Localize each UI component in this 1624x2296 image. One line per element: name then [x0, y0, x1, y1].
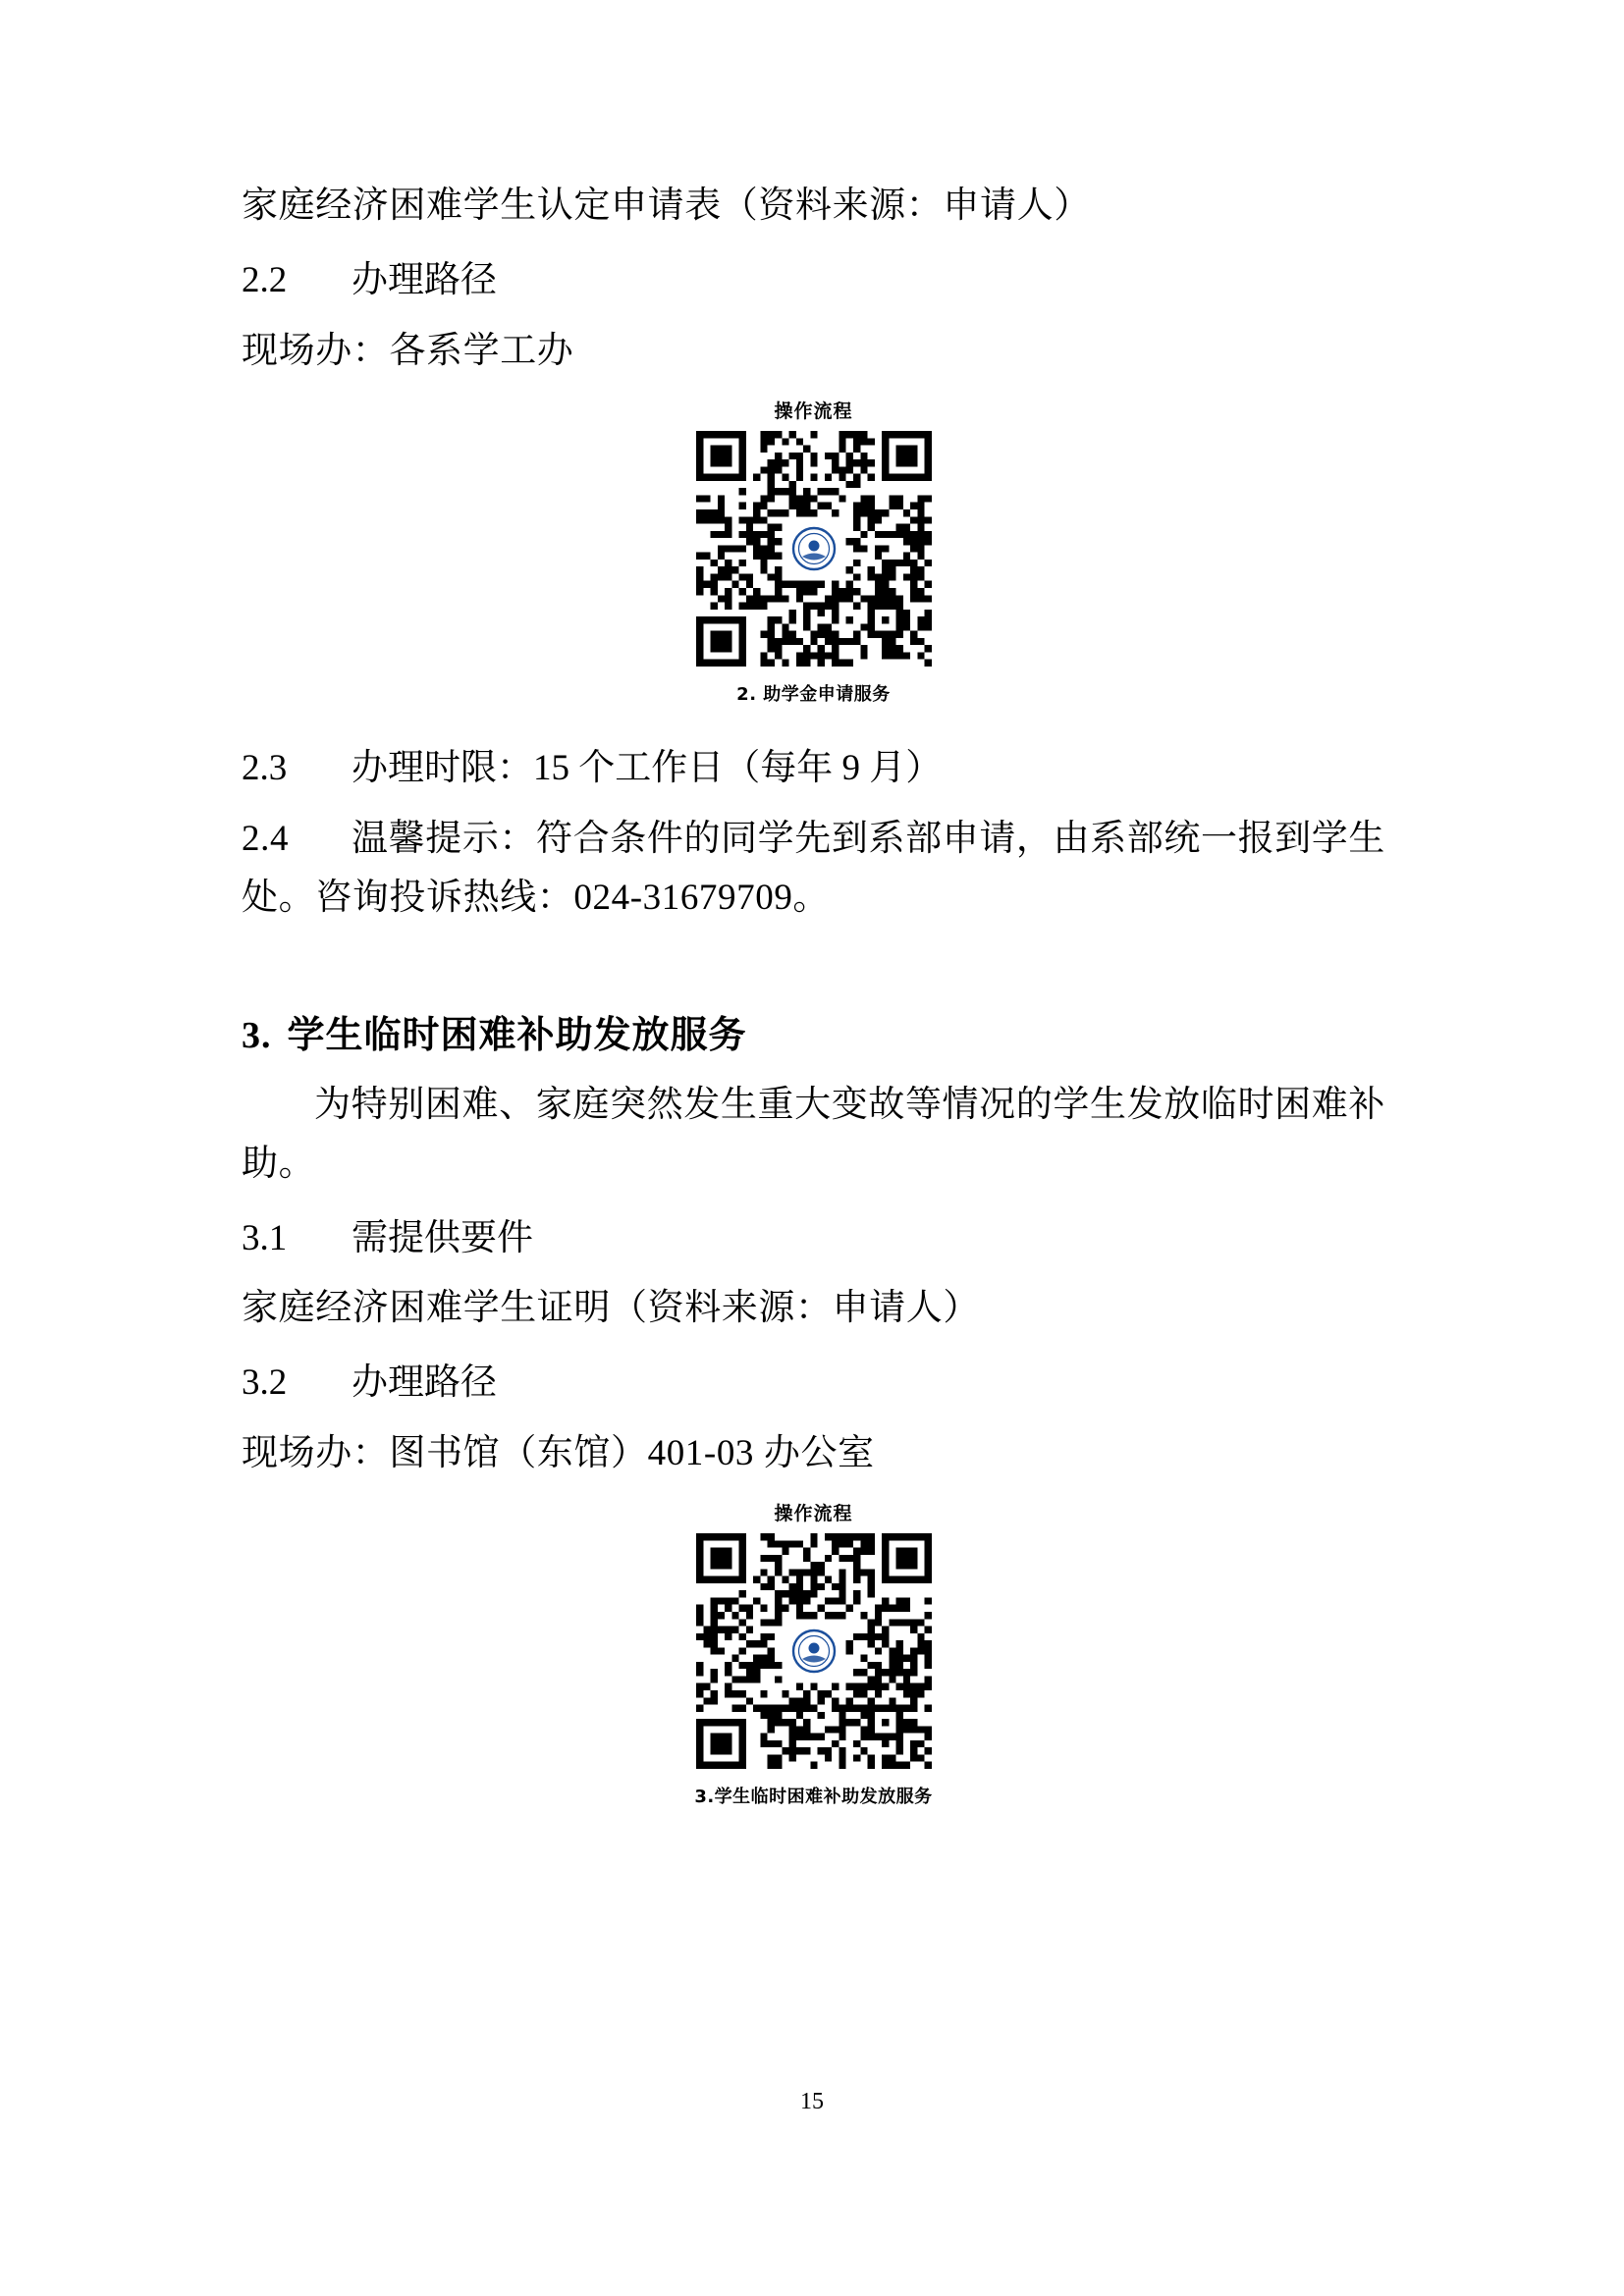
- heading-2-3-number: 2.3: [242, 747, 288, 788]
- qr-caption-top-scholarship: 操作流程: [774, 400, 853, 422]
- paragraph-2-4-text: 温馨提示：符合条件的同学先到系部申请，由系部统一报到学生处。咨询投诉热线：024-31679709。: [242, 818, 1385, 918]
- school-emblem-icon: [788, 1626, 839, 1677]
- heading-3-2-label: 办理路径: [352, 1362, 497, 1404]
- paragraph-2-2-path: 现场办：各系学工办: [242, 330, 574, 371]
- paragraph-3-2-path: 现场办：图书馆（东馆）401-03 办公室: [242, 1433, 875, 1474]
- section-heading-3-title: 学生临时困难补助发放服务: [287, 1012, 747, 1056]
- qr-block-scholarship: [242, 397, 1385, 706]
- paragraph-3-1-doc: 家庭经济困难学生证明（资料来源：申请人）: [242, 1288, 980, 1329]
- heading-2-2: [242, 251, 1385, 310]
- section-heading-3: [242, 1004, 1385, 1058]
- heading-3-1: [242, 1209, 1385, 1268]
- heading-3-1-number: 3.1: [242, 1217, 288, 1258]
- page-number: 15: [800, 2089, 824, 2114]
- heading-2-2-label: 办理路径: [352, 259, 497, 300]
- heading-3-2: [242, 1354, 1385, 1413]
- heading-2-2-number: 2.2: [242, 259, 288, 300]
- qr-code-scholarship[interactable]: [696, 431, 932, 667]
- qr-caption-bottom-scholarship: 2. 助学金申请服务: [736, 683, 891, 705]
- paragraph-2-4-number: 2.4: [242, 818, 290, 859]
- heading-3-1-label: 需提供要件: [352, 1217, 533, 1258]
- heading-2-3: [242, 739, 1385, 798]
- heading-3-2-number: 3.2: [242, 1362, 288, 1404]
- qr-caption-bottom-temporary-aid: 3.学生临时困难补助发放服务: [694, 1787, 933, 1808]
- qr-code-temporary-aid[interactable]: [696, 1533, 932, 1769]
- page-content: [242, 177, 1385, 1814]
- qr-block-temporary-aid: [242, 1499, 1385, 1808]
- school-emblem-icon: [788, 523, 839, 574]
- paragraph-application-form: 家庭经济困难学生认定申请表（资料来源：申请人）: [242, 186, 1091, 226]
- section-heading-3-number: 3.: [242, 1014, 272, 1056]
- paragraph-3-intro: 为特别困难、家庭突然发生重大变故等情况的学生发放临时困难补助。: [242, 1084, 1385, 1184]
- qr-caption-top-temporary-aid: 操作流程: [774, 1503, 853, 1525]
- paragraph-2-4: [242, 810, 1385, 928]
- heading-2-3-label: 办理时限：15 个工作日（每年 9 月）: [352, 747, 943, 788]
